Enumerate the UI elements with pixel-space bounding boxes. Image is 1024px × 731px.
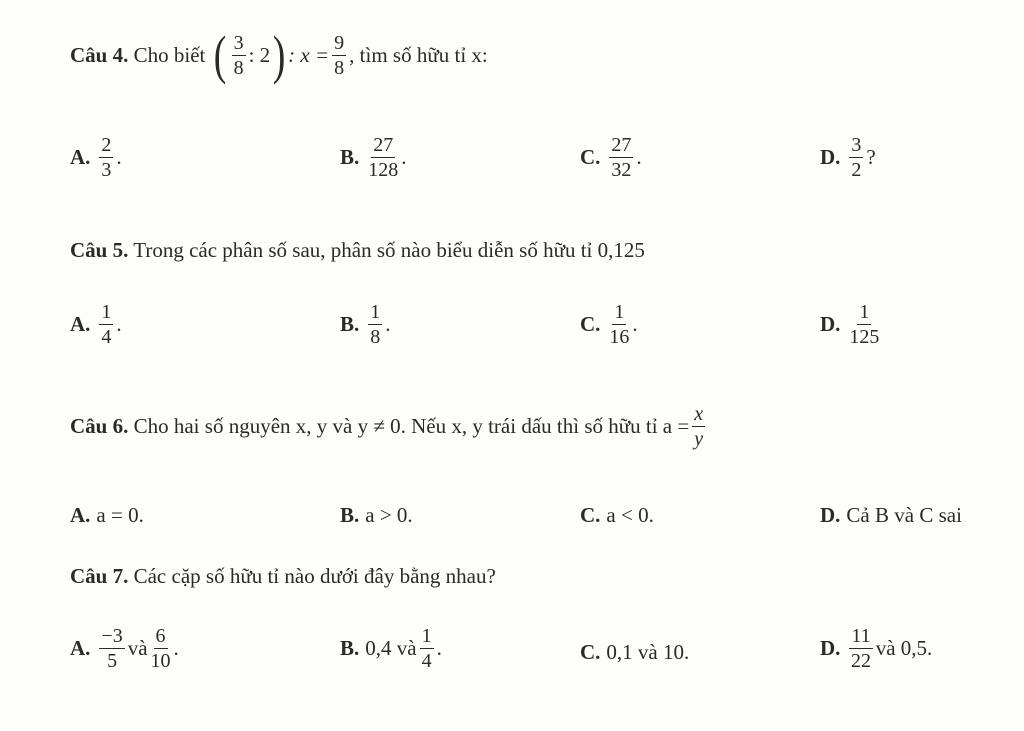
question-5-label: Câu 5. — [70, 238, 129, 262]
fraction-numerator: 1 — [101, 301, 112, 323]
fraction-denominator: 2 — [851, 159, 862, 181]
question-6-fraction — [692, 404, 705, 449]
fraction-denominator: 22 — [851, 650, 872, 672]
question-6 — [70, 404, 708, 449]
q6-option-c[interactable] — [580, 503, 654, 528]
option-letter: C. — [580, 145, 601, 169]
question-4-label: Câu 4. — [70, 42, 129, 67]
question-4 — [70, 25, 488, 85]
q7-option-c[interactable] — [580, 640, 689, 665]
option-text: và 0,5. — [875, 636, 933, 660]
fraction-numerator: 3 — [233, 31, 244, 54]
q4-option-c[interactable] — [580, 135, 642, 180]
option-tail: ? — [866, 145, 876, 169]
fraction-denominator: 125 — [849, 326, 880, 348]
question-5 — [70, 238, 645, 263]
fraction-denominator: 5 — [107, 650, 118, 672]
option-fraction — [849, 302, 879, 347]
fraction-numerator: 2 — [101, 134, 112, 156]
option-letter: D. — [820, 145, 841, 169]
option-fraction — [420, 626, 434, 671]
option-tail: . — [401, 145, 407, 169]
q4-option-a[interactable] — [70, 135, 122, 180]
q7-option-a[interactable] — [70, 626, 179, 671]
left-paren: ( — [213, 25, 226, 85]
option-fraction — [849, 626, 872, 671]
option-tail: . — [116, 145, 122, 169]
option-text: a = 0. — [96, 503, 144, 527]
option-fraction — [99, 135, 113, 180]
fraction-denominator: 16 — [609, 326, 630, 348]
question-7 — [70, 564, 496, 589]
option-letter: A. — [70, 145, 91, 169]
question-5-text: Trong các phân số sau, phân số nào biểu diễn số hữu tỉ 0,125 — [133, 238, 645, 262]
option-letter: B. — [340, 636, 360, 660]
option-fraction — [849, 135, 863, 180]
fraction-numerator: 1 — [421, 625, 432, 647]
option-tail: . — [385, 312, 391, 336]
option-fraction — [99, 626, 124, 671]
question-6-text: Cho hai số nguyên x, y và y ≠ 0. Nếu x, y trái dấu thì số hữu tỉ a = — [133, 414, 690, 438]
q6-option-a[interactable] — [70, 503, 144, 528]
question-4-paren-fraction — [232, 33, 246, 78]
fraction-numerator: x — [694, 403, 704, 425]
option-tail: . — [632, 312, 638, 336]
fraction-denominator: 4 — [421, 650, 432, 672]
fraction-numerator: −3 — [101, 625, 123, 647]
q4-option-d[interactable] — [820, 135, 876, 180]
fraction-denominator: 128 — [368, 159, 399, 181]
option-letter: C. — [580, 503, 601, 527]
option-text: 0,4 và — [365, 636, 417, 660]
fraction-numerator: 3 — [851, 134, 862, 156]
fraction-denominator: 4 — [101, 326, 112, 348]
option-text: a < 0. — [606, 503, 654, 527]
fraction-denominator: 8 — [334, 56, 345, 79]
question-4-text-after: , tìm số hữu tỉ x: — [349, 42, 488, 67]
option-letter: A. — [70, 312, 91, 336]
fraction-numerator: 27 — [373, 134, 394, 156]
fraction-numerator: 6 — [155, 625, 166, 647]
option-connector: và — [127, 636, 148, 660]
option-tail: . — [173, 636, 179, 660]
q5-option-d[interactable] — [820, 302, 882, 347]
q6-option-b[interactable] — [340, 503, 413, 528]
option-text: Cả B và C sai — [846, 503, 962, 527]
option-letter: A. — [70, 503, 91, 527]
option-fraction — [609, 302, 629, 347]
option-letter: A. — [70, 636, 91, 660]
q5-option-c[interactable] — [580, 302, 638, 347]
option-fraction — [99, 302, 113, 347]
fraction-numerator: 1 — [370, 301, 381, 323]
right-paren: ) — [272, 25, 286, 85]
option-letter: B. — [340, 145, 360, 169]
fraction-denominator: 8 — [233, 56, 244, 79]
q7-option-b[interactable] — [340, 626, 442, 671]
fraction-numerator: 1 — [614, 301, 625, 323]
q5-option-b[interactable] — [340, 302, 391, 347]
q4-option-b[interactable] — [340, 135, 407, 180]
fraction-numerator: 11 — [851, 625, 871, 647]
question-4-rhs-fraction — [332, 33, 346, 78]
option-letter: D. — [820, 636, 841, 660]
option-tail: . — [116, 312, 122, 336]
q6-option-d[interactable] — [820, 503, 962, 528]
option-text: a > 0. — [365, 503, 413, 527]
fraction-denominator: 32 — [611, 159, 632, 181]
option-letter: D. — [820, 312, 841, 336]
q5-option-a[interactable] — [70, 302, 122, 347]
option-text: 0,1 và 10. — [606, 640, 690, 664]
option-letter: C. — [580, 640, 601, 664]
fraction-denominator: 3 — [101, 159, 112, 181]
question-4-paren-tail: : 2 — [248, 42, 271, 67]
option-fraction — [368, 135, 398, 180]
option-fraction — [151, 626, 171, 671]
fraction-denominator: 10 — [150, 650, 171, 672]
question-7-text: Các cặp số hữu tỉ nào dưới đây bằng nhau? — [133, 564, 496, 588]
option-tail: . — [636, 145, 642, 169]
question-6-label: Câu 6. — [70, 414, 129, 438]
fraction-numerator: 1 — [859, 301, 870, 323]
option-letter: D. — [820, 503, 841, 527]
question-7-label: Câu 7. — [70, 564, 129, 588]
question-4-text-before: Cho biết — [133, 42, 206, 67]
fraction-denominator: 8 — [370, 326, 381, 348]
fraction-denominator: y — [694, 428, 704, 450]
option-fraction — [368, 302, 382, 347]
q7-option-d[interactable] — [820, 626, 932, 671]
option-letter: C. — [580, 312, 601, 336]
question-4-eq-mid: : x = — [288, 42, 330, 67]
fraction-numerator: 27 — [611, 134, 632, 156]
option-fraction — [609, 135, 633, 180]
fraction-numerator: 9 — [334, 31, 345, 54]
option-letter: B. — [340, 503, 360, 527]
option-letter: B. — [340, 312, 360, 336]
option-tail: . — [436, 636, 442, 660]
